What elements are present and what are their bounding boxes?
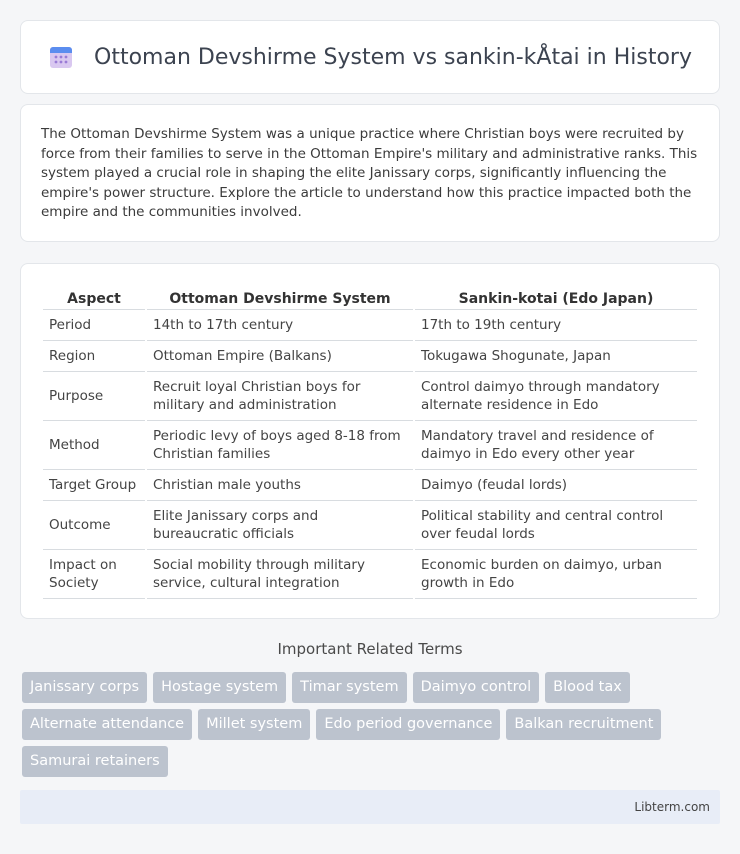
table-row [43,550,697,599]
table-cell: Social mobility through military service, cultural integration [147,550,413,599]
related-term-tag[interactable]: Blood tax [545,672,630,703]
table-cell: Outcome [43,501,145,550]
table-cell: Purpose [43,372,145,421]
table-cell: Ottoman Empire (Balkans) [147,341,413,372]
table-row [43,470,697,501]
table-cell: 14th to 17th century [147,310,413,341]
table-cell: Region [43,341,145,372]
table-cell: Period [43,310,145,341]
intro-paragraph: The Ottoman Devshirme System was a unique practice where Christian boys were recruited by force from their families to serve in the Ottoman Empire's military and administrative ranks. This system played a crucial role in shaping the elite Janissary corps, significantly influencing the empire's power structure. Explore the article to understand how this practice impacted both the empire and the communities involved. [41,126,698,220]
table-cell: Impact on Society [43,550,145,599]
related-term-tag[interactable]: Timar system [292,672,406,703]
table-row [43,421,697,470]
table-row [43,372,697,421]
table-row [43,501,697,550]
comparison-table-card [20,263,720,619]
related-term-tag[interactable]: Edo period governance [316,709,500,740]
table-cell: Recruit loyal Christian boys for military and administration [147,372,413,421]
table-cell: 17th to 19th century [415,310,697,341]
table-row [43,341,697,372]
related-term-tag[interactable]: Hostage system [153,672,286,703]
related-term-tag[interactable]: Balkan recruitment [506,709,661,740]
related-term-tag[interactable]: Daimyo control [413,672,540,703]
related-terms-title: Important Related Terms [277,640,463,658]
column-header-aspect: Aspect [43,284,145,310]
table-cell: Mandatory travel and residence of daimyo in Edo every other year [415,421,697,470]
footer [20,790,720,824]
page-title: Ottoman Devshirme System vs sankin-kÅtai in History [94,44,692,70]
table-cell: Political stability and central control over feudal lords [415,501,697,550]
related-term-tag[interactable]: Millet system [198,709,310,740]
footer-site-link[interactable]: Libterm.com [634,800,710,814]
table-row [43,310,697,341]
related-term-tag[interactable]: Janissary corps [22,672,147,703]
table-cell: Daimyo (feudal lords) [415,470,697,501]
header-card [20,20,720,94]
intro-card [20,104,720,242]
related-term-tag[interactable]: Samurai retainers [22,746,168,777]
related-term-tag[interactable]: Alternate attendance [22,709,192,740]
comparison-table [41,284,699,599]
table-cell: Method [43,421,145,470]
table-header-row [43,284,697,310]
column-header-devshirme: Ottoman Devshirme System [147,284,413,310]
table-cell: Tokugawa Shogunate, Japan [415,341,697,372]
related-terms-list [22,672,722,783]
calendar-icon [48,44,74,70]
table-cell: Target Group [43,470,145,501]
table-cell: Elite Janissary corps and bureaucratic officials [147,501,413,550]
table-cell: Christian male youths [147,470,413,501]
table-cell: Control daimyo through mandatory alternate residence in Edo [415,372,697,421]
table-cell: Periodic levy of boys aged 8-18 from Christian families [147,421,413,470]
table-cell: Economic burden on daimyo, urban growth in Edo [415,550,697,599]
column-header-sankin-kotai: Sankin-kotai (Edo Japan) [415,284,697,310]
